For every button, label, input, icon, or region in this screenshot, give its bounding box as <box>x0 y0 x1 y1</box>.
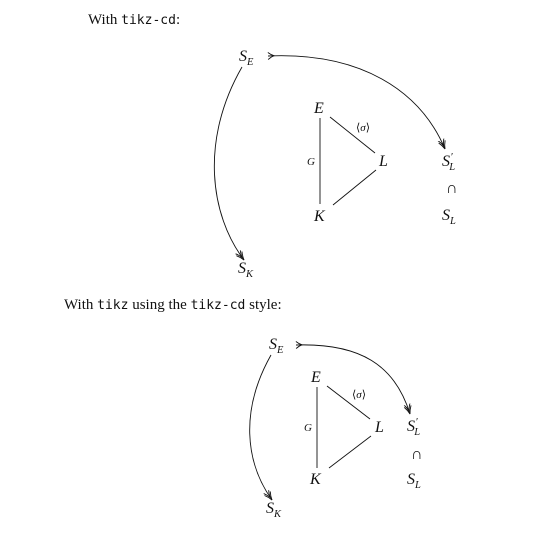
edge-k-l <box>333 170 376 205</box>
node-s-k: $S_K$ <box>238 260 254 280</box>
arrow-s-e-to-s-l-prime <box>268 56 445 149</box>
arrow-s-e-to-s-k <box>250 355 272 500</box>
arrow-s-e-to-s-k <box>214 67 244 260</box>
caption-suffix: : <box>175 12 181 28</box>
caption-middle: using the <box>128 297 191 313</box>
node-s-e: $S_E$ <box>269 336 284 356</box>
node-s-k: $S_K$ <box>266 500 282 520</box>
caption-code-tikz-cd: tikz-cd <box>190 298 246 313</box>
label-galois-g: G <box>304 422 312 434</box>
node-l: L <box>379 153 388 170</box>
node-s-l: $S_L$ <box>407 471 421 491</box>
node-k: K <box>310 471 321 488</box>
caption-suffix: style: <box>245 297 282 313</box>
node-l: L <box>375 419 384 436</box>
diagram-tikz-style <box>250 336 423 520</box>
node-s-l-prime: S′ L <box>407 417 421 438</box>
node-e: E <box>311 369 321 386</box>
subset-symbol: ∩ <box>446 180 458 197</box>
caption-code: tikz-cd <box>121 13 176 28</box>
node-k: K <box>314 208 325 225</box>
caption-code-tikz: tikz <box>97 298 129 313</box>
diagram-tikz-cd <box>214 48 457 280</box>
label-sigma: ⟨σ⟩ <box>356 122 371 134</box>
caption-prefix: With <box>64 297 98 313</box>
label-galois-g: G <box>307 156 315 168</box>
node-e: E <box>314 100 324 117</box>
label-sigma: ⟨σ⟩ <box>352 389 367 401</box>
subset-symbol: ∩ <box>411 446 423 463</box>
node-s-l: $S_L$ <box>442 207 456 227</box>
caption-prefix: With <box>88 12 122 28</box>
node-s-e: $S_E$ <box>239 48 254 68</box>
node-s-l-prime: S′ L <box>442 152 456 173</box>
edge-k-l <box>329 436 371 468</box>
